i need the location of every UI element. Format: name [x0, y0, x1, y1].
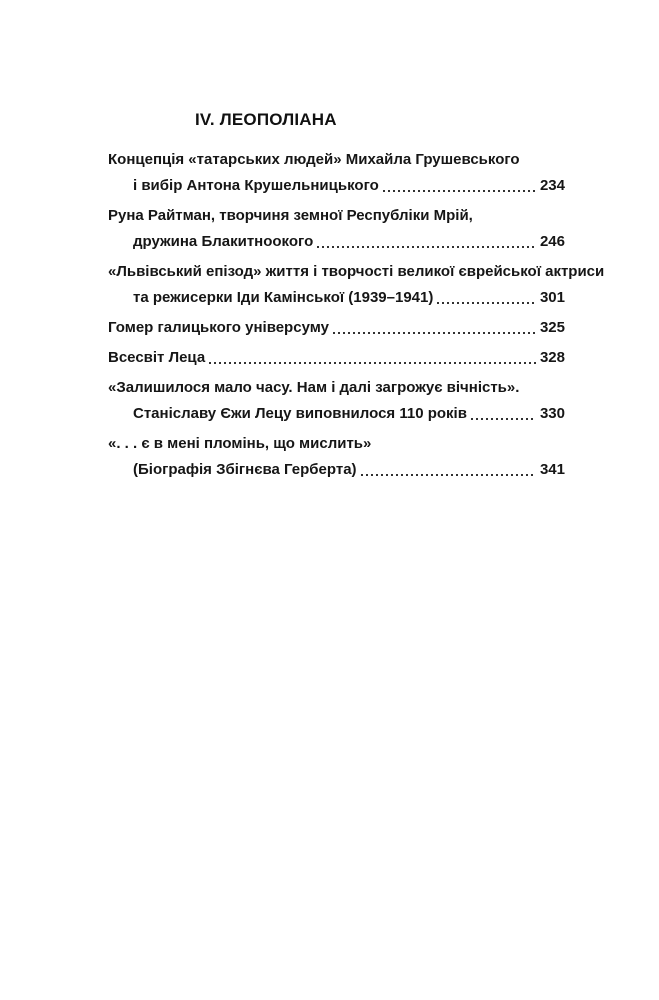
toc-entry — [108, 259, 605, 311]
dot-leader — [333, 332, 536, 334]
page-number: 341 — [539, 461, 565, 478]
toc-entry-text: (Біографія Збігнєва Герберта) — [133, 461, 357, 478]
toc-entry-text: Станіславу Єжи Лецу виповнилося 110 років — [133, 405, 467, 422]
toc-entry-text: «. . . є в мені пломінь, що мислить» — [108, 435, 372, 452]
toc-entry-text: Руна Райтман, творчиня земної Республіки Мрій, — [108, 207, 473, 224]
toc-entry-line — [108, 173, 565, 199]
page-number: 246 — [539, 233, 565, 250]
toc-entry-line — [108, 315, 565, 341]
dot-leader — [437, 302, 536, 304]
dot-leader — [361, 474, 536, 476]
toc-entry-text: «Львівський епізод» життя і творчості великої єврейської актриси — [108, 263, 605, 280]
page-number: 328 — [539, 349, 565, 366]
toc-entry-line — [108, 285, 565, 311]
toc-entry-text: дружина Блакитноокого — [133, 233, 314, 250]
toc-entry-text: Концепція «татарських людей» Михайла Грушевського — [108, 151, 520, 168]
toc-entry-line — [108, 345, 565, 371]
toc-entry — [108, 375, 565, 427]
dot-leader — [317, 246, 536, 248]
page-number: 301 — [539, 289, 565, 306]
toc-entry-line — [108, 259, 605, 285]
toc-entry-line — [108, 203, 565, 229]
toc-entry — [108, 315, 565, 341]
toc-list — [108, 147, 605, 483]
toc-entry — [108, 147, 565, 199]
toc-entry — [108, 203, 565, 255]
page-number: 325 — [539, 319, 565, 336]
toc-entry-line — [108, 375, 565, 401]
toc-entry-line — [108, 457, 565, 483]
toc-entry-text: Всесвіт Леца — [108, 349, 206, 366]
page-number: 330 — [539, 405, 565, 422]
dot-leader — [209, 362, 536, 364]
dot-leader — [383, 190, 536, 192]
section-heading: IV. ЛЕОПОЛІАНА — [195, 110, 337, 129]
dot-leader — [471, 418, 536, 420]
toc-entry-text: і вибір Антона Крушельницького — [133, 177, 379, 194]
toc-entry-text: Гомер галицького універсуму — [108, 319, 329, 336]
toc-entry — [108, 345, 565, 371]
page-number: 234 — [539, 177, 565, 194]
toc-entry-line — [108, 431, 565, 457]
toc-entry-text: «Залишилося мало часу. Нам і далі загрожує вічність». — [108, 379, 520, 396]
toc-entry-line — [108, 401, 565, 427]
toc-entry — [108, 431, 565, 483]
toc-entry-line — [108, 229, 565, 255]
toc-entry-line — [108, 147, 565, 173]
toc-entry-text: та режисерки Іди Камінської (1939–1941) — [133, 289, 434, 306]
